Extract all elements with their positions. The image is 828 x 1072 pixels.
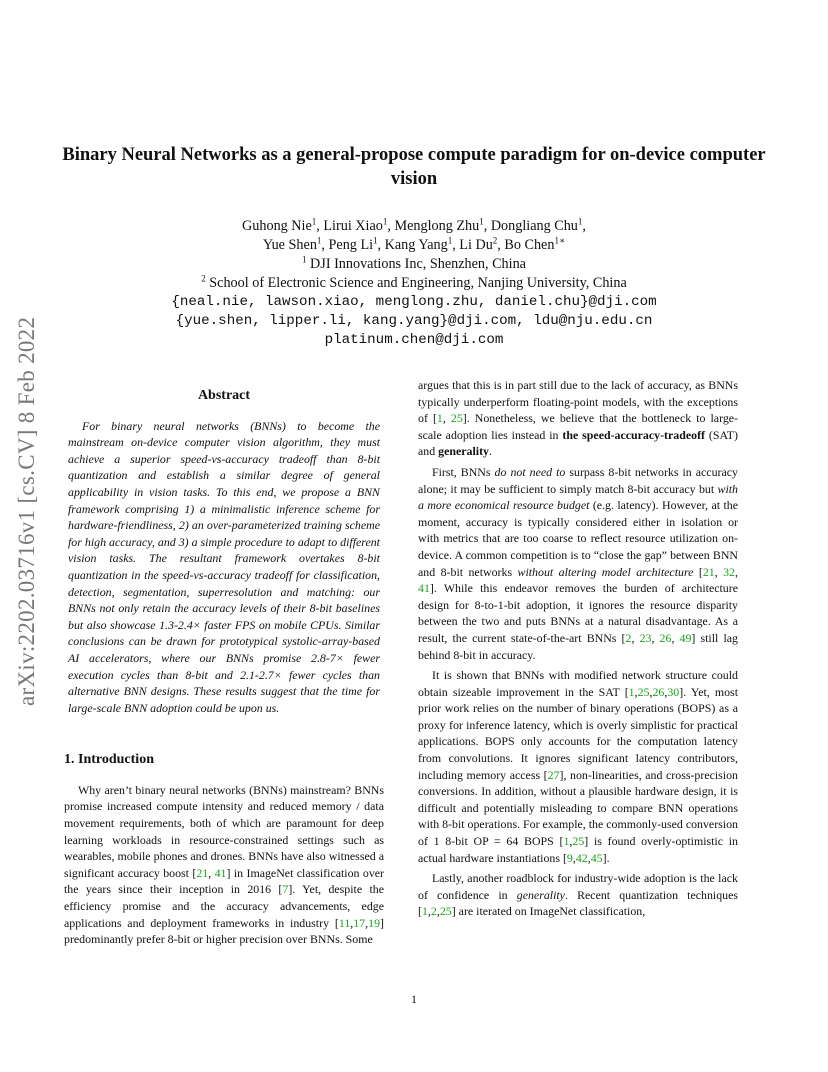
citation-link[interactable]: 21 — [196, 865, 209, 880]
citation-link[interactable]: 9 — [566, 850, 573, 865]
citation-link[interactable]: 21 — [702, 564, 715, 579]
citation-link[interactable]: 23 — [639, 630, 652, 645]
citation-link[interactable]: 2 — [625, 630, 632, 645]
intro-paragraph-1: Why aren’t binary neural networks (BNNs) mainstream? BNNs promise increased compute intensity and reduced memory / data movement requirements, both of which are paramount for deep learning workloads in resource-constrained settings such as wearables, mobile phones and drones. BNNs have also witnessed a significant accuracy boost [21, 41] in ImageNet classification over the years since their inception in 2016 [7]. Yet, despite the efficiency promise and the accuracy advancements, edge applications and deployment frameworks in industry [11,17,19] predominantly prefer 8-bit or higher precision over BNNs. Some — [64, 782, 385, 947]
citation-link[interactable]: 17 — [353, 915, 366, 930]
introduction-heading: 1. Introduction — [64, 752, 154, 768]
citation-link[interactable]: 11 — [338, 915, 351, 930]
paper-title: Binary Neural Networks as a general-propose compute paradigm for on-device computer vision — [62, 145, 766, 189]
arxiv-identifier: arXiv:2202.03716v1 [cs.CV] 8 Feb 2022 — [14, 316, 39, 706]
abstract-text: For binary neural networks (BNNs) to become the mainstream on-device computer vision algorithm, they must achieve a superior speed-vs-accuracy tradeoff than 8-bit quantization and establish a similar degree of general applicability in vision tasks. To this end, we propose a BNN framework comprising 1) a minimalistic inference scheme for hardware-friendliness, 2) an over-parameterized training scheme for high accuracy, and 3) a simple procedure to adapt to different vision tasks. The resultant framework overtakes 8-bit quantization in the speed-vs-accuracy tradeoff for classification, detection, segmentation, superresolution and matching: our BNNs not only retain the accuracy levels of their 8-bit baselines but also showcase 1.3-2.4× faster FPS on mobile CPUs. Similar conclusions can be drawn for prototypical systolic-array-based AI accelerators, where our BNNs promise 2.8-7× fewer execution cycles than 8-bit and 2.1-2.7× fewer cycles than alternative BNN designs. These results suggest that the time for large-scale BNN adoption could be upon us. — [68, 418, 380, 715]
body-paragraph-generality: Lastly, another roadblock for industry-wide adoption is the lack of confidence in generality. Recent quantization techniques [1,2,25] are iterated on ImageNet classification, — [418, 871, 739, 919]
email-line-2: {yue.shen, lipper.li, kang.yang}@dji.com, ldu@nju.edu.cn — [175, 313, 653, 329]
affiliation-2: $^2$ School of Electronic Science and Engineering, Nanjing University, China — [201, 273, 627, 291]
citation-link[interactable]: 45 — [590, 850, 603, 865]
author-block — [80, 217, 748, 350]
authors-line-2: Yue Shen$^1$, Peng Li$^1$, Kang Yang$^1$, Li Du$^2$, Bo Chen$^{1∗}$ — [262, 235, 566, 253]
citation-link[interactable]: 2 — [430, 904, 437, 919]
body-paragraph-bops: It is shown that BNNs with modified network structure could obtain sizeable improvement in the SAT [1,25,26,30]. Yet, most prior work relies on the number of binary operations (BOPS) as a proxy for inference latency, which is overly simplistic for practical applications. BOPS only accounts for the computation latency from convolutions. It ignores significant latency contributors, including memory access [27], non-linearities, and cross-precision conversions. In addition, without a plausible hardware design, it is difficult and potentially misleading to compare BNN operations with 8-bit operations. For example, the commonly-used conversion of 1 8-bit OP = 64 BOPS [1,25] is found overly-optimistic in actual hardware instantiations [9,42,45]. — [418, 668, 738, 865]
citation-link[interactable]: 26 — [659, 630, 672, 645]
citation-link[interactable]: 19 — [368, 915, 381, 930]
citation-link[interactable]: 1 — [436, 411, 443, 426]
citation-link[interactable]: 1 — [628, 684, 635, 699]
affiliation-1: $^1$ DJI Innovations Inc, Shenzhen, China — [302, 254, 526, 272]
citation-link[interactable]: 25 — [450, 411, 463, 426]
body-paragraph-first: First, BNNs do not need to surpass 8-bit networks in accuracy alone; it may be sufficient to simply match 8-bit accuracy but with a more economical resource budget (e.g. latency). However, at the moment, accuracy is typically considered either in isolation or with metrics that are too coarse to reflect resource utilization on-device. A common competition is to “close the gap” between BNN and 8-bit networks without altering model architecture [21, 32, 41]. While this endeavor removes the burden of architecture design for 8-to-1-bit adoption, it ignores the resource disparity between the two and puts BNNs at a natural disadvantage. As a result, the current state-of-the-art BNNs [2, 23, 26, 49] still lag behind 8-bit in accuracy. — [418, 464, 738, 662]
right-column — [418, 377, 738, 920]
abstract-heading: Abstract — [197, 388, 251, 403]
citation-link[interactable]: 1 — [421, 904, 428, 919]
citation-link[interactable]: 25 — [439, 904, 452, 919]
citation-link[interactable]: 1 — [563, 834, 570, 849]
citation-link[interactable]: 25 — [572, 834, 585, 849]
citation-link[interactable]: 26 — [652, 684, 665, 699]
body-paragraph-continued: argues that this is in part still due to the lack of accuracy, as BNNs typically underperform floating-point models, with the exceptions of [1, 25]. Nonetheless, we believe that the bottleneck to large-scale adoption lies instead in the speed-accuracy-tradeoff (SAT) and generality. — [418, 378, 739, 459]
citation-link[interactable]: 7 — [282, 882, 289, 897]
citation-link[interactable]: 25 — [637, 684, 650, 699]
page-number: 1 — [411, 992, 417, 1006]
email-line-3: platinum.chen@dji.com — [324, 332, 504, 348]
left-column — [64, 386, 384, 948]
citation-link[interactable]: 32 — [723, 564, 735, 579]
citation-link[interactable]: 42 — [575, 850, 588, 865]
authors-line-1: Guhong Nie$^1$, Lirui Xiao$^1$, Menglong Zhu$^1$, Dongliang Chu$^1$, — [242, 216, 586, 234]
citation-link[interactable]: 30 — [667, 684, 680, 699]
citation-link[interactable]: 41 — [418, 581, 430, 596]
citation-link[interactable]: 49 — [679, 630, 692, 645]
citation-link[interactable]: 41 — [214, 865, 227, 880]
citation-link[interactable]: 27 — [547, 767, 560, 782]
email-line-1: {neal.nie, lawson.xiao, menglong.zhu, daniel.chu}@dji.com — [171, 294, 657, 310]
